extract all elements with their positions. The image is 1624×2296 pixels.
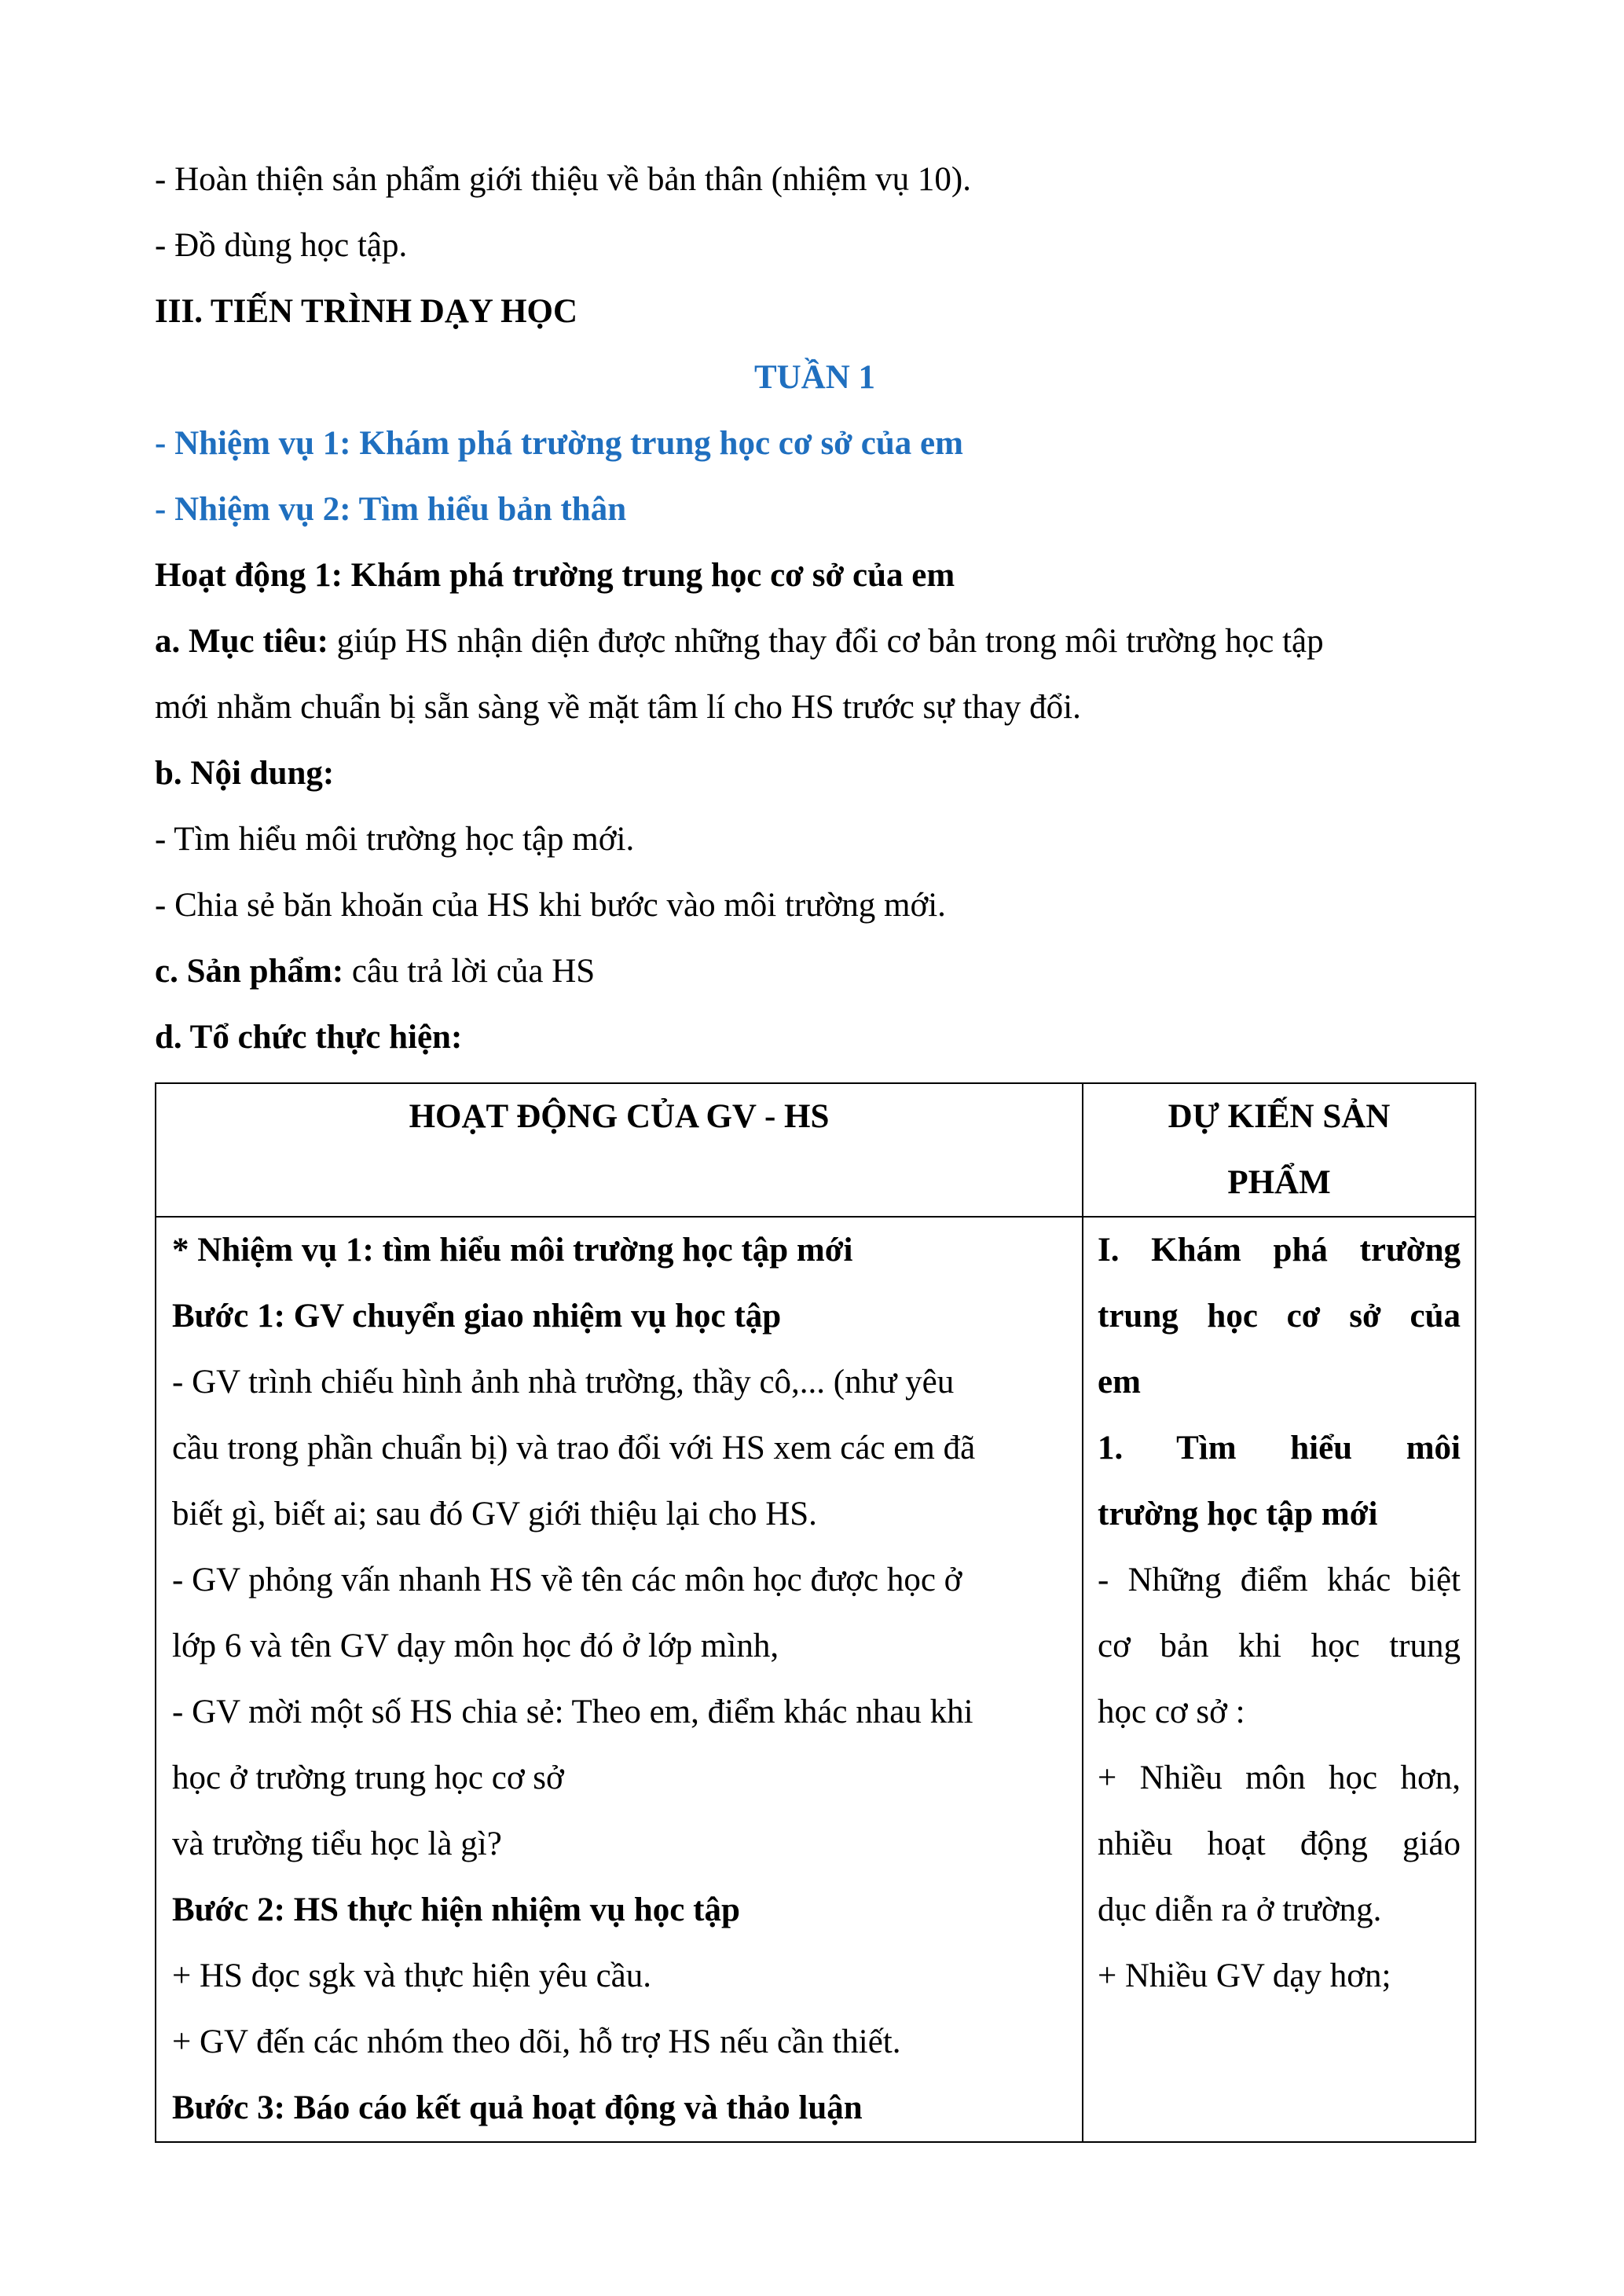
product-line: - Những điểm khác biệt bbox=[1098, 1562, 1461, 1598]
task-1-heading: - Nhiệm vụ 1: Khám phá trường trung học cơ sở của em bbox=[155, 425, 963, 462]
goal-label: a. Mục tiêu: bbox=[155, 623, 328, 660]
content-item-2: - Chia sẻ băn khoăn của HS khi bước vào môi trường mới. bbox=[155, 887, 946, 924]
step-1-line: - GV trình chiếu hình ảnh nhà trường, thầy cô,... (như yêu bbox=[172, 1364, 955, 1401]
product-line: học cơ sở : bbox=[1098, 1694, 1245, 1730]
step-2-line: + HS đọc sgk và thực hiện yêu cầu. bbox=[172, 1957, 651, 1994]
activity-cell bbox=[156, 1217, 1083, 2142]
activity-heading: Hoạt động 1: Khám phá trường trung học cơ sở của em bbox=[155, 557, 955, 594]
step-1-line: biết gì, biết ai; sau đó GV giới thiệu lại cho HS. bbox=[172, 1496, 817, 1532]
step-1-title: Bước 1: GV chuyển giao nhiệm vụ học tập bbox=[172, 1298, 782, 1335]
content-label: b. Nội dung: bbox=[155, 755, 335, 792]
step-2-title: Bước 2: HS thực hiện nhiệm vụ học tập bbox=[172, 1891, 740, 1928]
section-heading: III. TIẾN TRÌNH DẠY HỌC bbox=[155, 293, 578, 330]
product-subheading: trường học tập mới bbox=[1098, 1496, 1378, 1532]
table-body-row bbox=[156, 1217, 1476, 2142]
table-header-row bbox=[156, 1083, 1476, 1217]
goal-paragraph bbox=[155, 618, 1324, 665]
step-3-title: Bước 3: Báo cáo kết quả hoạt động và thảo luận bbox=[172, 2089, 863, 2126]
content-item-1: - Tìm hiểu môi trường học tập mới. bbox=[155, 821, 635, 858]
prep-item-product: - Hoàn thiện sản phẩm giới thiệu về bản thân (nhiệm vụ 10). bbox=[155, 161, 971, 198]
product-subheading: 1. Tìm hiểu môi bbox=[1098, 1430, 1461, 1467]
product-line: nhiều hoạt động giáo bbox=[1098, 1825, 1461, 1862]
activity-table bbox=[155, 1082, 1476, 2143]
step-1-line: học ở trường trung học cơ sở bbox=[172, 1760, 564, 1796]
week-heading: TUẦN 1 bbox=[753, 359, 876, 396]
expected-product-cell bbox=[1083, 1217, 1476, 2142]
step-1-line: - GV mời một số HS chia sẻ: Theo em, điểm khác nhau khi bbox=[172, 1694, 973, 1730]
header-teacher-student-activity bbox=[156, 1083, 1083, 1217]
product-line: + Nhiều GV dạy hơn; bbox=[1098, 1957, 1391, 1994]
product-paragraph bbox=[155, 948, 595, 995]
product-heading: I. Khám phá trường bbox=[1098, 1232, 1461, 1269]
goal-paragraph-cont: mới nhằm chuẩn bị sẵn sàng về mặt tâm lí cho HS trước sự thay đổi. bbox=[155, 689, 1081, 726]
product-heading: trung học cơ sở của bbox=[1098, 1298, 1461, 1335]
step-1-line: cầu trong phần chuẩn bị) và trao đổi với HS xem các em đã bbox=[172, 1430, 976, 1467]
step-1-line: và trường tiểu học là gì? bbox=[172, 1825, 502, 1862]
header-right-text-2: PHẨM bbox=[1227, 1164, 1331, 1201]
product-label: c. Sản phẩm: bbox=[155, 953, 344, 990]
product-line: + Nhiều môn học hơn, bbox=[1098, 1760, 1461, 1796]
organization-label: d. Tổ chức thực hiện: bbox=[155, 1019, 463, 1056]
header-left-text: HOẠT ĐỘNG CỦA GV - HS bbox=[409, 1098, 830, 1135]
product-line: dục diễn ra ở trường. bbox=[1098, 1891, 1382, 1928]
header-expected-product bbox=[1083, 1083, 1476, 1217]
product-line: cơ bản khi học trung bbox=[1098, 1628, 1461, 1664]
step-1-line: - GV phỏng vấn nhanh HS về tên các môn học được học ở bbox=[172, 1562, 962, 1598]
step-2-line: + GV đến các nhóm theo dõi, hỗ trợ HS nếu cần thiết. bbox=[172, 2023, 901, 2060]
product-text: câu trả lời của HS bbox=[343, 953, 596, 990]
task-2-heading: - Nhiệm vụ 2: Tìm hiểu bản thân bbox=[155, 491, 627, 528]
goal-text: giúp HS nhận diện được những thay đổi cơ bản trong môi trường học tập bbox=[328, 623, 1324, 660]
task-title: * Nhiệm vụ 1: tìm hiểu môi trường học tập mới bbox=[172, 1232, 853, 1269]
step-1-line: lớp 6 và tên GV dạy môn học đó ở lớp mình, bbox=[172, 1628, 779, 1664]
product-heading: em bbox=[1098, 1364, 1141, 1401]
header-right-text-1: DỰ KIẾN SẢN bbox=[1168, 1098, 1391, 1135]
prep-item-supplies: - Đồ dùng học tập. bbox=[155, 227, 408, 264]
